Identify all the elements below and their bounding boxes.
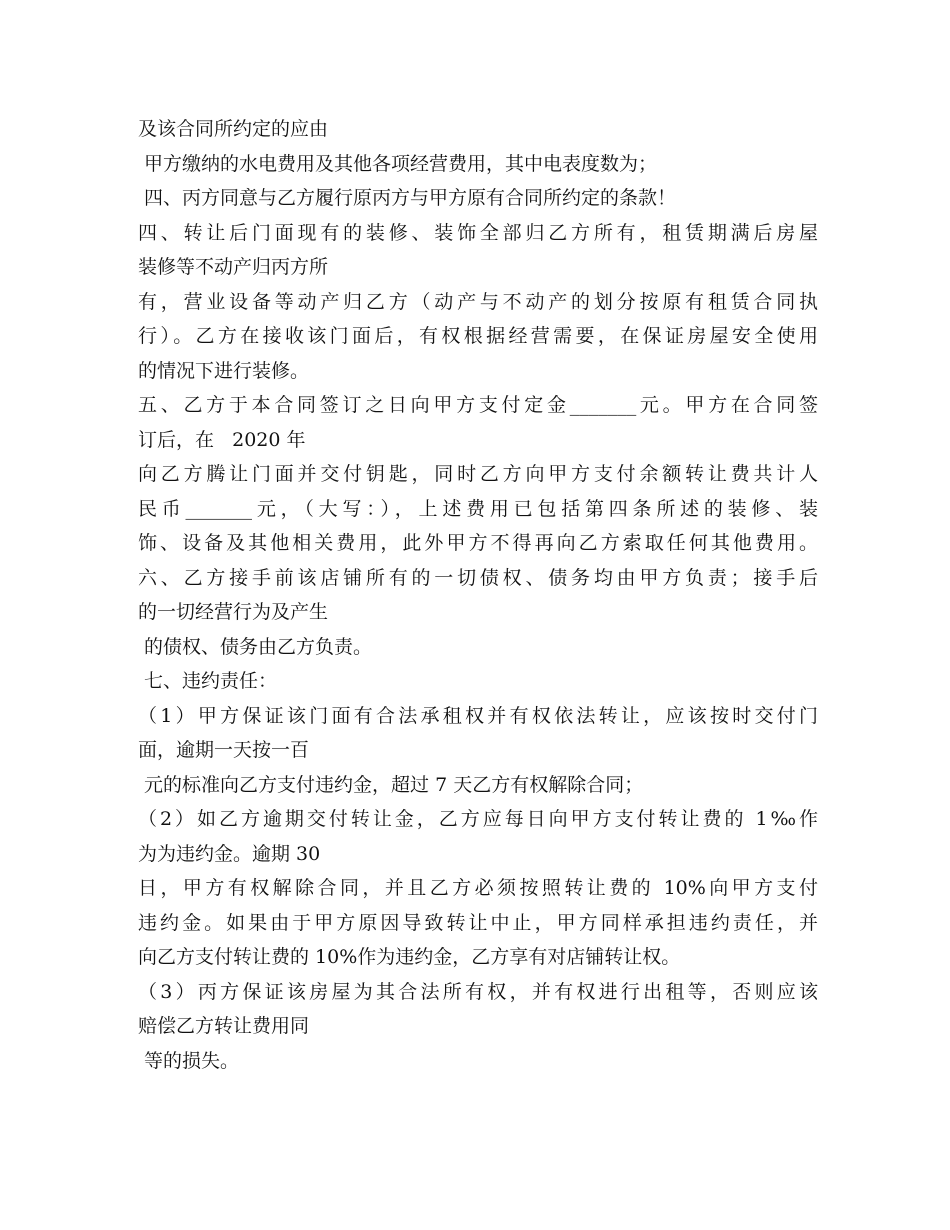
text-line: 等的损失。 bbox=[138, 1049, 240, 1072]
text-line: 的一切经营行为及产生 bbox=[138, 601, 329, 623]
document-body bbox=[138, 112, 818, 1078]
text-line: 有，营业设备等动产归乙方（动产与不动产的划分按原有租赁合同执 bbox=[138, 290, 818, 313]
text-line: 违约金。如果由于甲方原因导致转让中止，甲方同样承担违约责任，并 bbox=[138, 911, 818, 934]
text-line: 订后，在 2020 年 bbox=[138, 428, 306, 451]
text-line: 六、乙方接手前该店铺所有的一切债权、债务均由甲方负责；接手后 bbox=[138, 566, 818, 589]
text-line: 日，甲方有权解除合同，并且乙方必须按照转让费的 10%向甲方支付 bbox=[138, 877, 818, 899]
text-line: 的债权、债务由乙方负责。 bbox=[138, 635, 373, 658]
text-line: （2）如乙方逾期交付转让金，乙方应每日向甲方支付转让费的 1‰作 bbox=[138, 808, 818, 830]
text-line: 面，逾期一天按一百 bbox=[138, 739, 310, 761]
text-line: 及该合同所约定的应由 bbox=[138, 118, 329, 140]
text-line: 甲方缴纳的水电费用及其他各项经营费用，其中电表度数为； bbox=[138, 152, 658, 175]
text-line: 元的标准向乙方支付违约金，超过 7 天乙方有权解除合同； bbox=[138, 773, 644, 796]
text-line: 四、丙方同意与乙方履行原丙方与甲方原有合同所约定的条款！ bbox=[138, 187, 677, 209]
text-line: （3）丙方保证该房屋为其合法所有权，并有权进行出租等，否则应该 bbox=[138, 980, 818, 1003]
text-line: 七、违约责任： bbox=[138, 670, 278, 692]
text-line: 行）。乙方在接收该门面后，有权根据经营需要，在保证房屋安全使用 bbox=[138, 325, 818, 347]
text-line: 饰、设备及其他相关费用，此外甲方不得再向乙方索取任何其他费用。 bbox=[138, 532, 818, 554]
text-line: 向乙方腾让门面并交付钥匙，同时乙方向甲方支付余额转让费共计人 bbox=[138, 463, 818, 485]
text-line: 四、转让后门面现有的装修、装饰全部归乙方所有，租赁期满后房屋 bbox=[138, 221, 818, 244]
text-line: 向乙方支付转让费的 10%作为违约金，乙方享有对店铺转让权。 bbox=[138, 946, 681, 968]
text-line: 装修等不动产归丙方所 bbox=[138, 256, 329, 278]
text-line: 民币_______元，（大写：），上述费用已包括第四条所述的装修、装 bbox=[138, 497, 818, 520]
text-line: 赔偿乙方转让费用同 bbox=[138, 1015, 310, 1037]
text-line: （1）甲方保证该门面有合法承租权并有权依法转让，应该按时交付门 bbox=[138, 704, 818, 727]
text-line: 的情况下进行装修。 bbox=[138, 359, 310, 382]
text-line: 五、乙方于本合同签订之日向甲方支付定金_______元。甲方在合同签 bbox=[138, 394, 818, 416]
text-line: 为为违约金。逾期 30 bbox=[138, 842, 321, 865]
